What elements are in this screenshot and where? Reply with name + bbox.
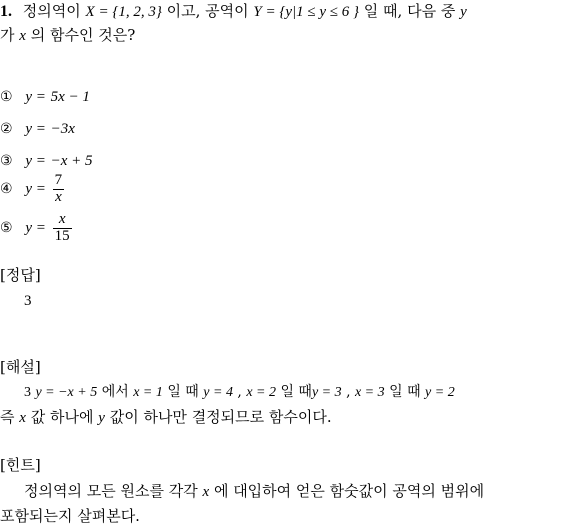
question-line-1 [0, 4, 467, 20]
explanation-text: 일 때 [167, 384, 199, 400]
codomain-expression: Y = {y|1 ≤ y ≤ 6 } [253, 4, 360, 20]
explanation-math: x = 2 [246, 385, 276, 400]
explanation-line-2 [0, 410, 332, 426]
explanation-math: y = 3 [311, 385, 342, 400]
choice-marker: ⑤ [0, 220, 13, 237]
explanation-text: 에서 [101, 384, 129, 400]
hint-text: 정의역의 모든 원소를 각각 [24, 482, 198, 500]
question-text: 일 때, 다음 중 [363, 2, 456, 20]
choice-1[interactable] [0, 89, 90, 105]
answer-label: [정답] [0, 266, 41, 284]
explanation-text: 값이 하나만 결정되므로 함수이다. [109, 408, 332, 426]
fraction-numerator: x [58, 211, 66, 227]
answer-value: 3 [24, 293, 32, 309]
explanation-math: x [19, 410, 26, 426]
choice-4[interactable] [0, 173, 66, 206]
explanation-text: 일 때 [389, 384, 421, 400]
explanation-line-1 [0, 385, 455, 400]
choice-marker: ④ [0, 181, 13, 198]
explanation-text: 값 하나에 [30, 408, 94, 426]
choice-2[interactable] [0, 121, 75, 137]
fraction [53, 212, 72, 245]
explanation-text: , [237, 384, 242, 400]
hint-label: [힌트] [0, 456, 41, 474]
hint-line-1 [0, 484, 484, 500]
choice-lhs: y = [25, 180, 46, 197]
explanation-math: y = 2 [425, 385, 455, 400]
question-text: 정의역이 [22, 2, 81, 20]
hint-line-2: 포함되는지 살펴본다. [0, 507, 140, 525]
choice-lhs: y = [25, 89, 46, 105]
choice-5[interactable] [0, 212, 74, 245]
question-text: 이고, 공역이 [166, 2, 249, 20]
hint-text: 에 대입하여 얻은 함숫값이 공역의 범위에 [213, 482, 485, 500]
explanation-math: x = 3 [354, 385, 385, 400]
question-line-2 [0, 28, 135, 44]
explanation-text: 일 때 [280, 384, 312, 400]
explanation-math: y = 4 [203, 385, 233, 400]
choice-expression: 5x − 1 [50, 89, 90, 105]
explanation-math: x = 1 [133, 385, 163, 400]
choice-marker: ③ [0, 153, 13, 169]
hint-math: x [202, 484, 210, 500]
choice-expression: −3x [50, 121, 75, 137]
fraction [53, 173, 65, 206]
domain-expression: X = {1, 2, 3} [85, 4, 162, 20]
fraction-denominator: x [55, 188, 62, 205]
choice-expression: −x + 5 [50, 153, 93, 169]
explanation-text: 3 [24, 385, 31, 400]
choice-marker: ② [0, 121, 13, 137]
fraction-denominator: 15 [54, 227, 70, 244]
variable-x: x [19, 28, 26, 44]
explanation-text: , [346, 384, 351, 400]
choice-lhs: y = [25, 153, 46, 169]
choice-3[interactable] [0, 153, 93, 169]
choice-lhs: y = [25, 219, 46, 236]
fraction-numerator: 7 [54, 172, 63, 188]
choice-lhs: y = [25, 121, 46, 137]
choice-marker: ① [0, 89, 13, 105]
explanation-label: [해설] [0, 358, 41, 376]
explanation-math: y = −x + 5 [35, 385, 98, 400]
variable-y: y [460, 4, 467, 20]
explanation-math: y [98, 410, 105, 426]
explanation-text: 즉 [0, 408, 15, 426]
question-number: 1. [0, 3, 12, 20]
question-text: 가 [0, 26, 15, 44]
question-text: 의 함수인 것은? [30, 26, 136, 44]
